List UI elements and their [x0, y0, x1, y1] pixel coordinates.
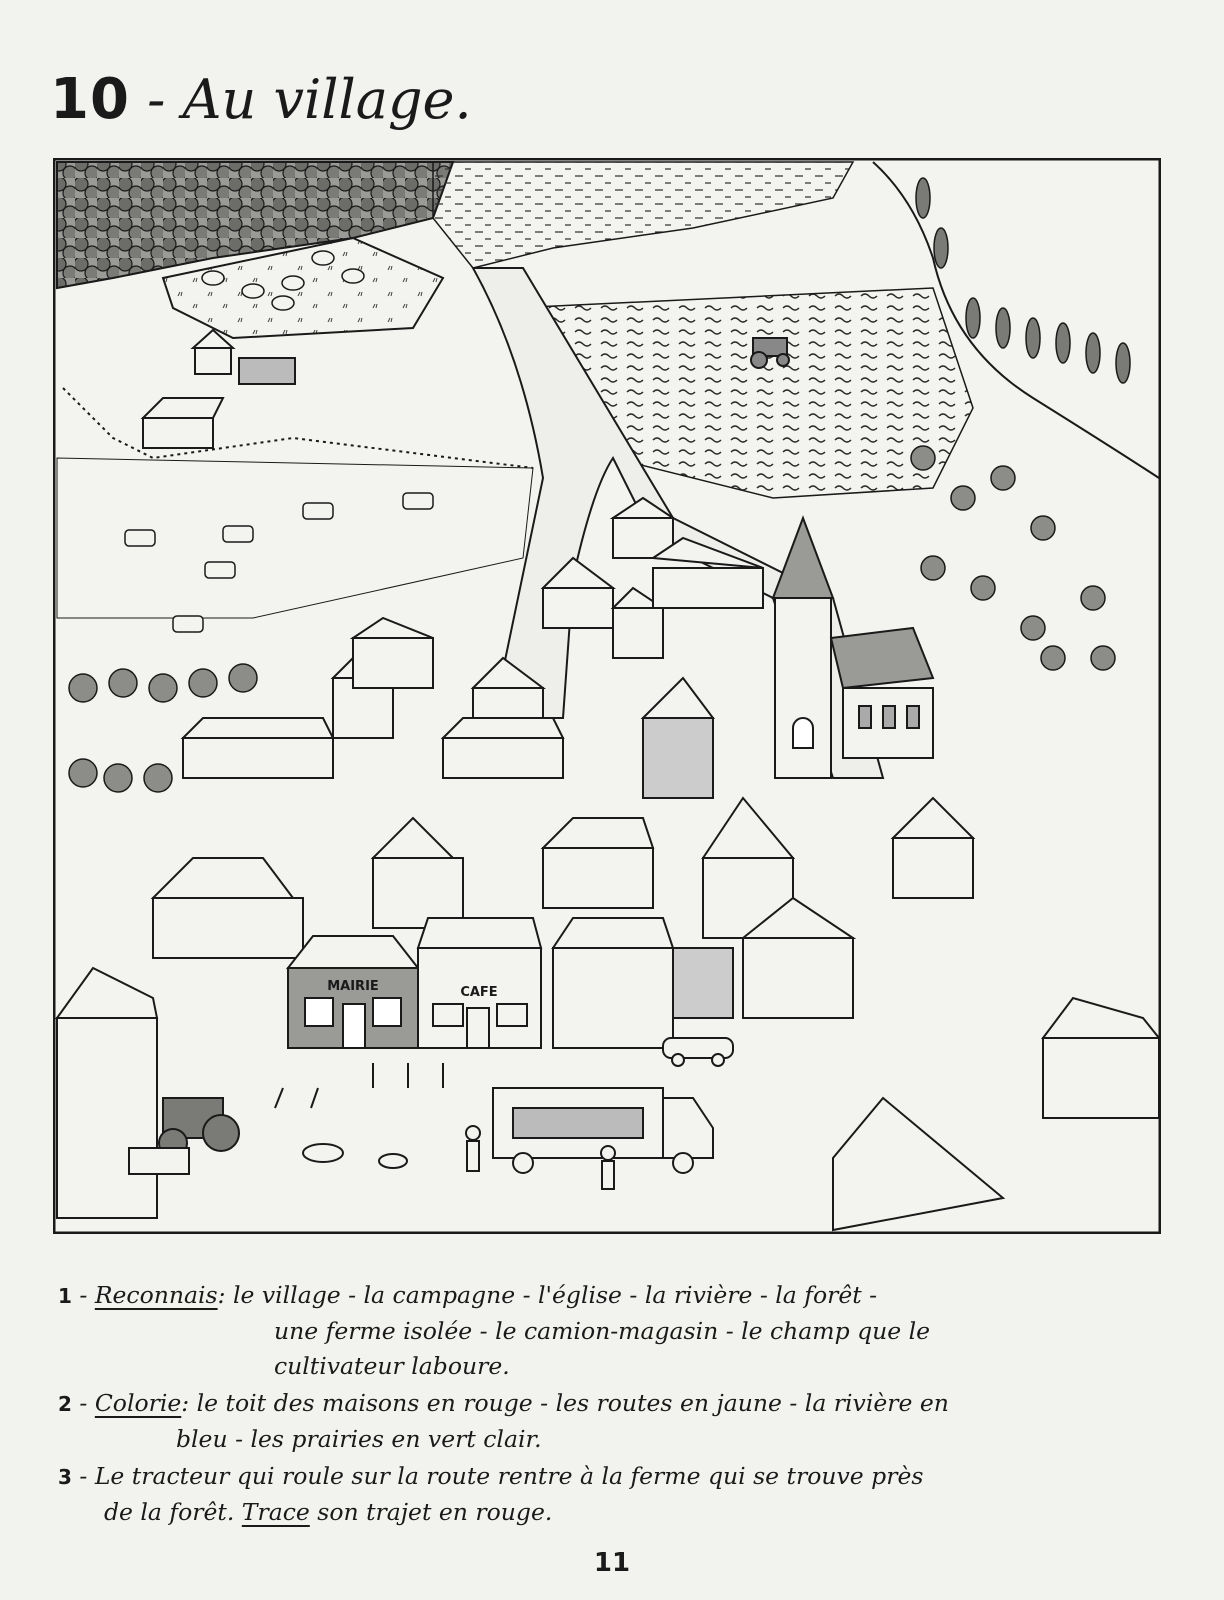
instruction-keyword: Trace — [241, 1498, 310, 1526]
instruction-colon: : — [181, 1389, 190, 1417]
page-title — [50, 67, 472, 132]
instruction-text: une ferme isolée - le camion-magasin - le champ que le — [274, 1317, 931, 1345]
page-number: 11 — [593, 1548, 631, 1578]
lesson-number: 10 — [50, 67, 130, 132]
mairie-sign: MAIRIE — [327, 979, 379, 994]
instruction-number: 1 — [58, 1284, 72, 1308]
instruction-text: son trajet en rouge. — [309, 1498, 553, 1526]
village-drawing — [53, 158, 1161, 1234]
instruction-text: Le tracteur qui roule sur la route rentre à la ferme qui se trouve près — [94, 1462, 924, 1490]
instruction-2: 2 - Colorie: le toit des maisons en rouge - les routes en jaune - la rivière en bleu - les prairies en vert clair. — [58, 1386, 1168, 1457]
instruction-keyword: Reconnais — [94, 1281, 218, 1309]
instruction-text: le village - la campagne - l'église - la rivière - la forêt - — [225, 1281, 878, 1309]
lesson-title: Au village. — [182, 68, 472, 131]
village-illustration — [53, 158, 1161, 1234]
instruction-1: 1 - Reconnais: le village - la campagne - l'église - la rivière - la forêt - une ferme isolée - le camion-magasin - le champ que le cultivateur laboure. — [58, 1278, 1168, 1384]
instruction-colon: : — [217, 1281, 226, 1309]
instruction-text: cultivateur laboure. — [274, 1352, 510, 1380]
instruction-keyword: Colorie — [94, 1389, 182, 1417]
instruction-text: de la forêt. — [104, 1498, 242, 1526]
instruction-3: 3 - Le tracteur qui roule sur la route rentre à la ferme qui se trouve près de la forêt. Trace son trajet en rouge. — [58, 1462, 924, 1526]
instructions — [58, 1278, 1168, 1532]
instruction-text: le toit des maisons en rouge - les routes en jaune - la rivière en — [189, 1389, 949, 1417]
cafe-sign: CAFE — [460, 985, 498, 1000]
title-separator: - — [129, 68, 183, 131]
cafe-building — [418, 918, 541, 1048]
instruction-text: bleu - les prairies en vert clair. — [176, 1425, 542, 1453]
instruction-number: 2 — [58, 1392, 72, 1416]
instruction-number: 3 — [58, 1465, 72, 1489]
